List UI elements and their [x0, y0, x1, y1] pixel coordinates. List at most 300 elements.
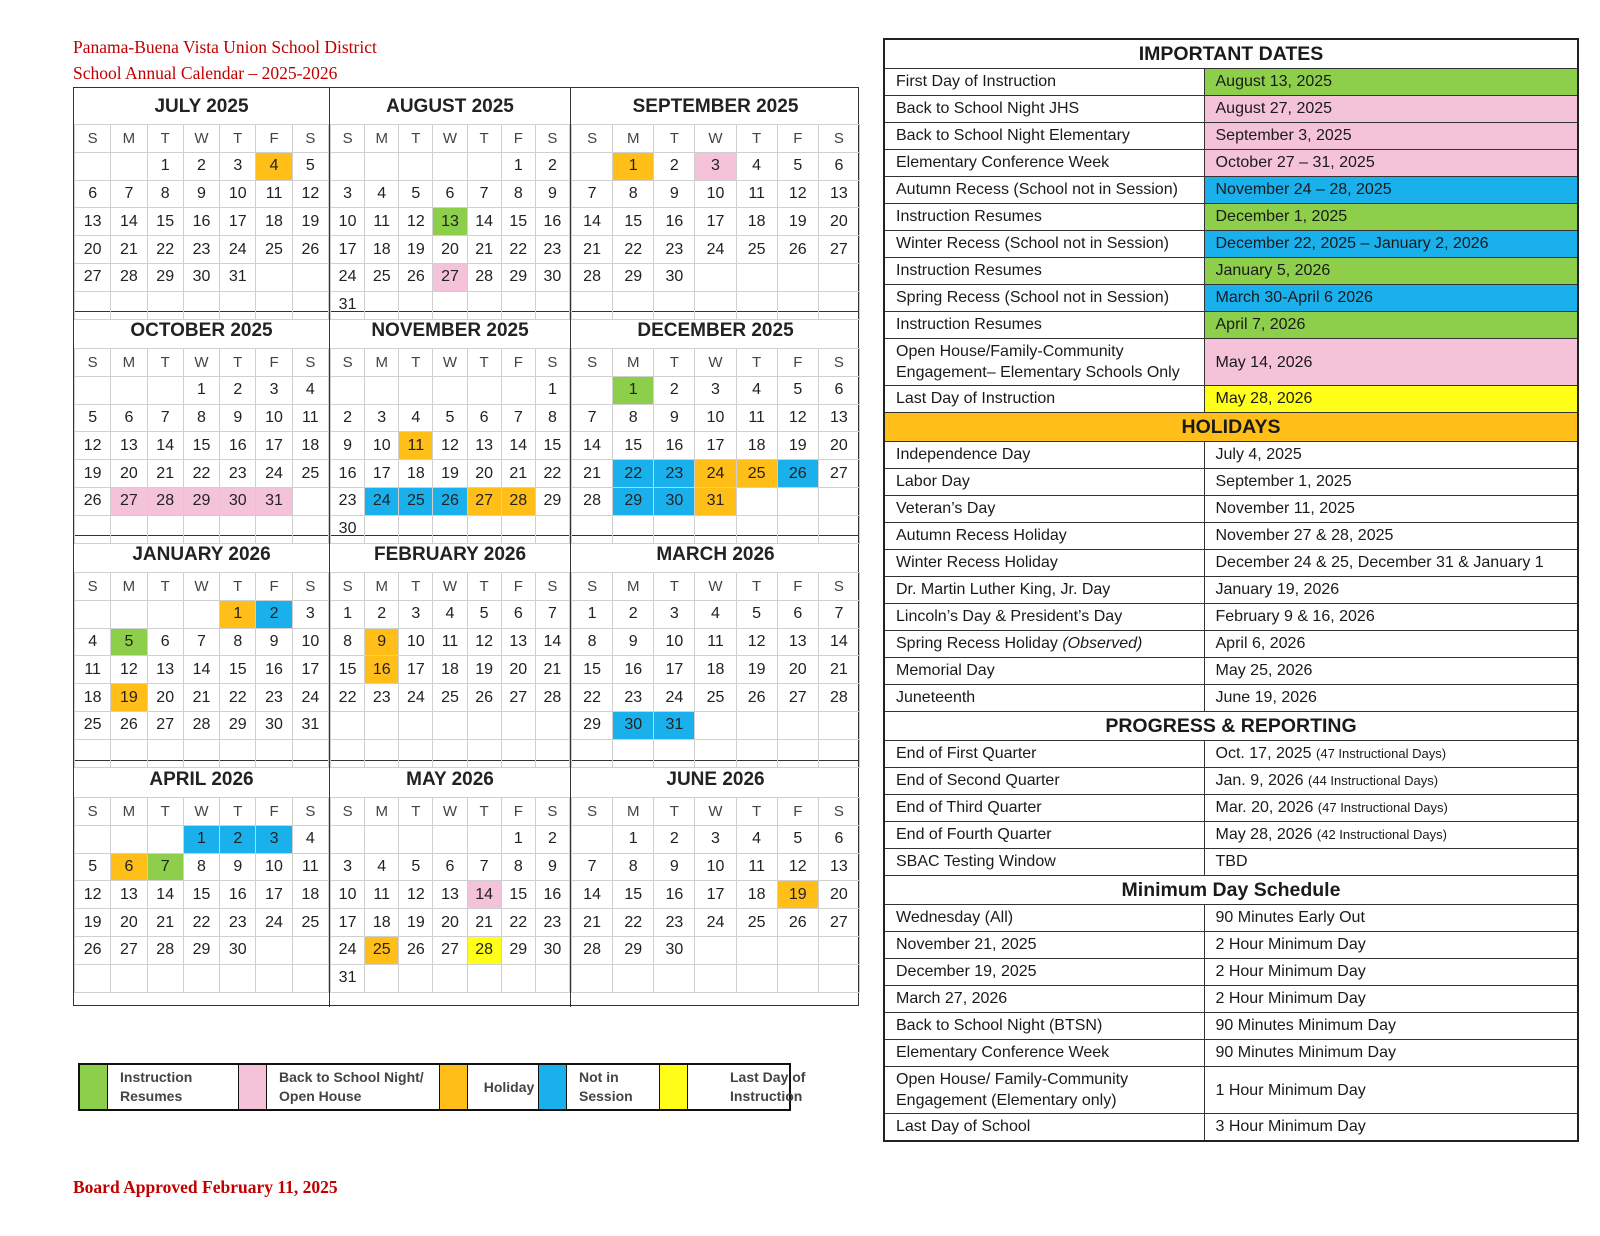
month-days-table [571, 797, 860, 993]
info-label-text: Spring Recess Holiday [896, 635, 1058, 652]
day-cell: 4 [399, 404, 433, 432]
day-cell [331, 376, 365, 404]
weekday-label: T [467, 349, 501, 377]
info-value [1204, 959, 1578, 986]
day-cell [572, 964, 613, 992]
day-cell: 21 [572, 460, 613, 488]
day-cell [111, 825, 147, 853]
day-cell: 4 [75, 628, 111, 656]
day-cell [75, 600, 111, 628]
info-value [1204, 231, 1578, 258]
month-days-table [330, 348, 570, 544]
day-cell: 1 [183, 825, 219, 853]
day-cell: 26 [777, 460, 818, 488]
day-cell: 3 [220, 152, 256, 180]
info-row [884, 69, 1578, 96]
day-cell: 3 [331, 853, 365, 881]
info-label-text: Elementary Conference Week [896, 1044, 1110, 1061]
day-cell: 5 [75, 853, 111, 881]
day-cell: 14 [535, 628, 569, 656]
day-cell [501, 376, 535, 404]
info-label [884, 469, 1204, 496]
info-row [884, 1013, 1578, 1040]
day-cell: 26 [75, 487, 111, 515]
info-label-text: Wednesday (All) [896, 909, 1014, 926]
month-calendar [571, 536, 860, 761]
info-row [884, 986, 1578, 1013]
weekday-label: M [613, 349, 654, 377]
info-row [884, 685, 1578, 712]
day-cell: 10 [256, 853, 292, 881]
day-cell: 23 [183, 236, 219, 264]
day-cell: 14 [147, 432, 183, 460]
info-row [884, 285, 1578, 312]
day-cell [467, 711, 501, 739]
day-cell: 29 [183, 487, 219, 515]
day-cell: 5 [467, 600, 501, 628]
weekday-label: T [399, 349, 433, 377]
day-cell [467, 825, 501, 853]
day-cell [75, 376, 111, 404]
weekday-label: T [220, 349, 256, 377]
legend-swatch [440, 1065, 468, 1109]
day-cell: 23 [220, 909, 256, 937]
day-cell: 26 [777, 236, 818, 264]
day-cell [777, 263, 818, 291]
day-cell: 13 [111, 881, 147, 909]
day-cell [433, 825, 467, 853]
info-value-text: Jan. 9, 2026 [1215, 772, 1304, 789]
info-label [884, 386, 1204, 413]
day-cell: 8 [501, 180, 535, 208]
day-cell: 7 [467, 853, 501, 881]
day-cell: 11 [695, 628, 736, 656]
info-row [884, 932, 1578, 959]
day-cell: 24 [220, 236, 256, 264]
day-cell: 2 [183, 152, 219, 180]
day-cell [111, 152, 147, 180]
day-cell: 12 [75, 432, 111, 460]
day-cell: 7 [147, 853, 183, 881]
day-cell: 29 [613, 487, 654, 515]
day-cell: 20 [147, 684, 183, 712]
legend-item [80, 1065, 239, 1109]
day-cell: 20 [501, 656, 535, 684]
weekday-label: S [292, 573, 328, 601]
info-label-text: Instruction Resumes [896, 208, 1042, 225]
weekday-header-row [75, 798, 329, 826]
day-cell: 14 [183, 656, 219, 684]
week-row [572, 432, 860, 460]
week-row [331, 825, 570, 853]
day-cell: 12 [777, 404, 818, 432]
day-cell: 18 [75, 684, 111, 712]
week-row [75, 600, 329, 628]
weekday-label: T [220, 798, 256, 826]
info-label-text: Open House/Family-Community Engagement– Elementary Schools Only [896, 343, 1180, 381]
day-cell: 30 [220, 936, 256, 964]
day-cell [572, 152, 613, 180]
info-row [884, 258, 1578, 285]
day-cell: 15 [331, 656, 365, 684]
day-cell: 10 [331, 208, 365, 236]
day-cell: 6 [111, 853, 147, 881]
info-row [884, 604, 1578, 631]
day-cell: 18 [256, 208, 292, 236]
section-title: PROGRESS & REPORTING [884, 712, 1578, 741]
day-cell: 27 [467, 487, 501, 515]
day-cell: 25 [736, 909, 777, 937]
instructional-days-note: (42 Instructional Days) [1316, 827, 1447, 842]
month-title: JULY 2025 [154, 96, 249, 117]
day-cell: 27 [147, 711, 183, 739]
weekday-header-row [572, 125, 860, 153]
day-cell: 29 [501, 936, 535, 964]
info-value-text: 2 Hour Minimum Day [1215, 990, 1366, 1007]
day-cell [75, 152, 111, 180]
day-cell: 6 [818, 825, 859, 853]
info-label [884, 204, 1204, 231]
info-label [884, 231, 1204, 258]
info-row [884, 1040, 1578, 1067]
legend-swatch [539, 1065, 567, 1109]
week-row [75, 881, 329, 909]
week-row [331, 487, 570, 515]
day-cell: 19 [292, 208, 328, 236]
day-cell: 30 [256, 711, 292, 739]
day-cell: 18 [399, 460, 433, 488]
day-cell: 20 [777, 656, 818, 684]
info-label [884, 69, 1204, 96]
day-cell: 22 [613, 460, 654, 488]
day-cell: 14 [572, 881, 613, 909]
month-calendar [330, 312, 571, 536]
day-cell: 29 [183, 936, 219, 964]
day-cell: 9 [654, 853, 695, 881]
day-cell: 20 [818, 881, 859, 909]
day-cell: 2 [535, 825, 569, 853]
info-value [1204, 1040, 1578, 1067]
info-label [884, 177, 1204, 204]
legend-item [239, 1065, 440, 1109]
day-cell: 9 [654, 404, 695, 432]
day-cell: 12 [777, 853, 818, 881]
month-calendar [74, 536, 330, 761]
day-cell: 2 [654, 152, 695, 180]
day-cell: 15 [183, 881, 219, 909]
day-cell [535, 964, 569, 992]
day-cell: 11 [433, 628, 467, 656]
day-cell: 1 [613, 376, 654, 404]
weekday-label: S [818, 573, 859, 601]
day-cell [256, 936, 292, 964]
day-cell: 21 [818, 656, 859, 684]
day-cell: 14 [501, 432, 535, 460]
day-cell [147, 376, 183, 404]
month-days-table [571, 572, 860, 768]
day-cell: 9 [613, 628, 654, 656]
info-label [884, 822, 1204, 849]
legend-label: Last Day of Instruction [730, 1069, 806, 1104]
day-cell: 19 [399, 236, 433, 264]
day-cell: 28 [111, 263, 147, 291]
day-cell: 14 [111, 208, 147, 236]
weekday-header-row [572, 573, 860, 601]
info-value-text: January 5, 2026 [1215, 262, 1331, 279]
day-cell: 11 [736, 404, 777, 432]
info-value [1204, 312, 1578, 339]
weekday-label: W [183, 125, 219, 153]
week-row [572, 208, 860, 236]
day-cell [75, 825, 111, 853]
weekday-label: S [75, 349, 111, 377]
day-cell: 1 [501, 152, 535, 180]
week-row [75, 263, 329, 291]
info-label-text: Instruction Resumes [896, 316, 1042, 333]
legend-swatch [239, 1065, 267, 1109]
info-row [884, 577, 1578, 604]
weekday-label: T [147, 798, 183, 826]
info-label-text: Autumn Recess (School not in Session) [896, 181, 1178, 198]
district-name: Panama-Buena Vista Union School District [73, 37, 377, 57]
day-cell: 6 [818, 376, 859, 404]
day-cell: 20 [467, 460, 501, 488]
info-label [884, 442, 1204, 469]
month-title: DECEMBER 2025 [637, 320, 794, 341]
day-cell: 17 [654, 656, 695, 684]
legend-item [539, 1065, 660, 1109]
day-cell: 9 [220, 853, 256, 881]
info-value-text: 90 Minutes Minimum Day [1215, 1044, 1396, 1061]
month-calendar [74, 88, 330, 312]
week-row [572, 600, 860, 628]
info-label [884, 285, 1204, 312]
info-row [884, 150, 1578, 177]
day-cell: 3 [695, 376, 736, 404]
day-cell [433, 964, 467, 992]
day-cell: 8 [572, 628, 613, 656]
day-cell: 29 [220, 711, 256, 739]
info-row [884, 312, 1578, 339]
day-cell: 12 [736, 628, 777, 656]
day-cell: 19 [777, 881, 818, 909]
day-cell: 11 [365, 881, 399, 909]
info-value-text: September 3, 2025 [1215, 127, 1352, 144]
day-cell [331, 152, 365, 180]
week-row [75, 853, 329, 881]
info-value [1204, 550, 1578, 577]
weekday-label: T [467, 125, 501, 153]
info-label-text: Independence Day [896, 446, 1031, 463]
day-cell: 12 [777, 180, 818, 208]
day-cell: 1 [147, 152, 183, 180]
day-cell: 2 [613, 600, 654, 628]
weekday-label: T [147, 125, 183, 153]
day-cell: 18 [292, 432, 328, 460]
day-cell: 13 [147, 656, 183, 684]
day-cell: 13 [818, 853, 859, 881]
day-cell: 7 [572, 404, 613, 432]
day-cell: 5 [433, 404, 467, 432]
day-cell [365, 711, 399, 739]
day-cell: 22 [501, 909, 535, 937]
color-legend [78, 1063, 806, 1111]
day-cell: 26 [399, 263, 433, 291]
day-cell: 14 [818, 628, 859, 656]
week-row [331, 376, 570, 404]
info-value-text: November 27 & 28, 2025 [1215, 527, 1394, 544]
day-cell: 11 [399, 432, 433, 460]
week-row [75, 487, 329, 515]
day-cell: 11 [292, 853, 328, 881]
month-calendar [571, 761, 860, 1007]
day-cell [365, 152, 399, 180]
info-value [1204, 496, 1578, 523]
day-cell: 14 [572, 432, 613, 460]
info-label [884, 150, 1204, 177]
section-header-row [884, 413, 1578, 442]
day-cell: 8 [331, 628, 365, 656]
day-cell: 17 [220, 208, 256, 236]
day-cell: 31 [654, 711, 695, 739]
weekday-label: T [736, 798, 777, 826]
day-cell: 30 [654, 936, 695, 964]
day-cell: 16 [331, 460, 365, 488]
weekday-label: M [613, 573, 654, 601]
week-row [331, 432, 570, 460]
month-days-table [571, 124, 860, 320]
weekday-label: S [75, 798, 111, 826]
day-cell [292, 964, 328, 992]
week-row [331, 263, 570, 291]
day-cell: 1 [183, 376, 219, 404]
day-cell [399, 152, 433, 180]
weekday-label: S [75, 573, 111, 601]
day-cell: 13 [75, 208, 111, 236]
info-value-text: August 13, 2025 [1215, 73, 1333, 90]
legend-item [660, 1065, 880, 1109]
section-header-row [884, 39, 1578, 69]
day-cell [111, 964, 147, 992]
week-row [331, 404, 570, 432]
week-row [331, 656, 570, 684]
info-value [1204, 523, 1578, 550]
day-cell: 20 [818, 432, 859, 460]
day-cell: 4 [736, 825, 777, 853]
day-cell [736, 936, 777, 964]
day-cell: 21 [147, 909, 183, 937]
month-title: AUGUST 2025 [386, 96, 514, 117]
info-row [884, 741, 1578, 768]
week-row [572, 263, 860, 291]
info-value [1204, 685, 1578, 712]
week-row [331, 600, 570, 628]
day-cell: 21 [111, 236, 147, 264]
info-label-text: Last Day of Instruction [896, 390, 1056, 407]
day-cell: 15 [501, 881, 535, 909]
info-label-text: End of First Quarter [896, 745, 1037, 762]
day-cell: 12 [399, 881, 433, 909]
day-cell: 24 [256, 460, 292, 488]
day-cell [365, 376, 399, 404]
day-cell: 15 [220, 656, 256, 684]
day-cell: 24 [399, 684, 433, 712]
day-cell: 24 [695, 236, 736, 264]
week-row [75, 711, 329, 739]
info-label-text: Open House/ Family-Community Engagement (Elementary only) [896, 1071, 1129, 1109]
weekday-label: W [183, 798, 219, 826]
weekday-label: T [399, 798, 433, 826]
day-cell: 1 [613, 825, 654, 853]
weekday-label: W [433, 125, 467, 153]
day-cell: 16 [613, 656, 654, 684]
day-cell: 23 [365, 684, 399, 712]
day-cell: 12 [292, 180, 328, 208]
day-cell: 24 [695, 460, 736, 488]
info-label [884, 1040, 1204, 1067]
day-cell: 2 [654, 376, 695, 404]
day-cell: 25 [75, 711, 111, 739]
day-cell: 6 [501, 600, 535, 628]
info-label [884, 1114, 1204, 1142]
day-cell: 16 [220, 432, 256, 460]
week-row [572, 964, 860, 992]
week-row [75, 404, 329, 432]
day-cell [736, 711, 777, 739]
day-cell [147, 964, 183, 992]
info-value-text: September 1, 2025 [1215, 473, 1352, 490]
info-value-text: February 9 & 16, 2026 [1215, 608, 1375, 625]
day-cell [331, 711, 365, 739]
weekday-label: T [654, 573, 695, 601]
week-row [75, 684, 329, 712]
day-cell: 11 [736, 180, 777, 208]
day-cell: 15 [147, 208, 183, 236]
day-cell: 3 [256, 825, 292, 853]
day-cell: 15 [501, 208, 535, 236]
info-value [1204, 177, 1578, 204]
day-cell: 30 [654, 487, 695, 515]
day-cell: 9 [365, 628, 399, 656]
info-label-text: Winter Recess Holiday [896, 554, 1058, 571]
weekday-label: S [331, 125, 365, 153]
day-cell: 19 [467, 656, 501, 684]
day-cell: 29 [535, 487, 569, 515]
day-cell: 30 [535, 263, 569, 291]
weekday-label: T [736, 125, 777, 153]
info-label-text: End of Fourth Quarter [896, 826, 1052, 843]
info-row [884, 768, 1578, 795]
info-value-text: August 27, 2025 [1215, 100, 1333, 117]
month-days-table [571, 348, 860, 544]
info-label-text: Dr. Martin Luther King, Jr. Day [896, 581, 1111, 598]
week-row [572, 236, 860, 264]
day-cell: 6 [467, 404, 501, 432]
weekday-label: M [613, 125, 654, 153]
info-value-text: April 6, 2026 [1215, 635, 1306, 652]
info-label [884, 577, 1204, 604]
info-row [884, 96, 1578, 123]
day-cell [399, 825, 433, 853]
day-cell [695, 964, 736, 992]
day-cell: 4 [292, 825, 328, 853]
day-cell: 23 [654, 460, 695, 488]
day-cell: 27 [818, 460, 859, 488]
day-cell: 17 [292, 656, 328, 684]
info-value [1204, 986, 1578, 1013]
week-row [572, 711, 860, 739]
week-row [331, 853, 570, 881]
